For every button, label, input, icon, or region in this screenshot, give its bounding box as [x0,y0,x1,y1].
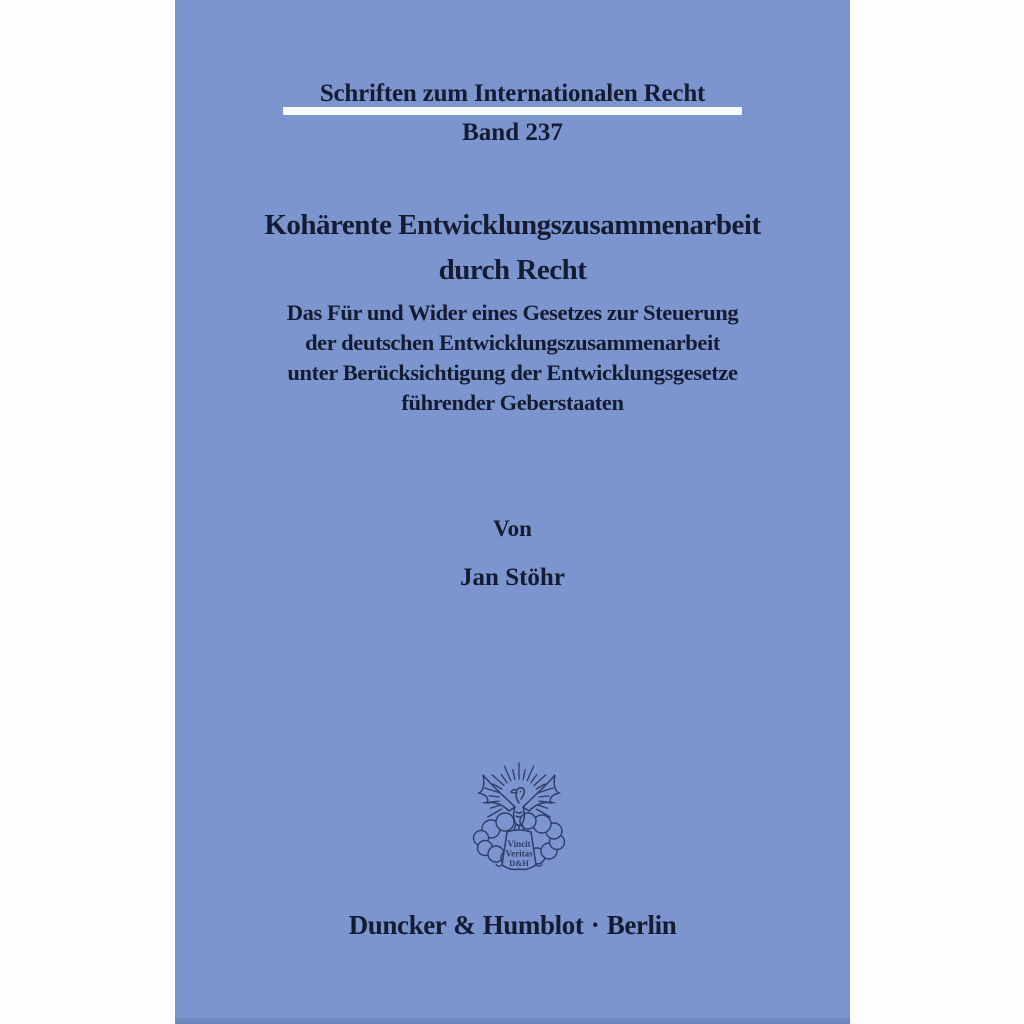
motto-line-1: Vincit [506,839,531,849]
byline-label: Von [493,516,532,541]
publisher-name: Duncker & Humblot · Berlin [348,910,677,940]
series-title: Schriften zum Internationalen Recht [319,80,706,107]
publisher-initials: D&H [508,858,529,868]
series-band-number: Band 237 [462,119,563,146]
series-divider-rule [283,107,742,115]
subtitle-line-1: Das Für und Wider eines Gesetzes zur Steuerung [286,300,739,325]
cover-bottom-edge [175,1018,850,1024]
motto-line-2: Veritas [504,848,533,859]
subtitle-line-2: der deutschen Entwicklungszusammenarbeit [305,330,720,355]
author-name: Jan Stöhr [460,564,565,591]
sun-rays-icon [483,763,555,817]
subtitle-line-3: unter Berücksichtigung der Entwicklungsgesetze [287,360,738,385]
book-subtitle [175,298,850,418]
book-title-line-2: durch Recht [438,254,587,286]
book-cover [175,0,850,1024]
book-title [175,203,850,293]
publisher-emblem-icon [469,763,569,878]
book-title-line-1: Kohärente Entwicklungszusammenarbeit [264,209,761,241]
subtitle-line-4: führender Geberstaaten [401,390,624,415]
